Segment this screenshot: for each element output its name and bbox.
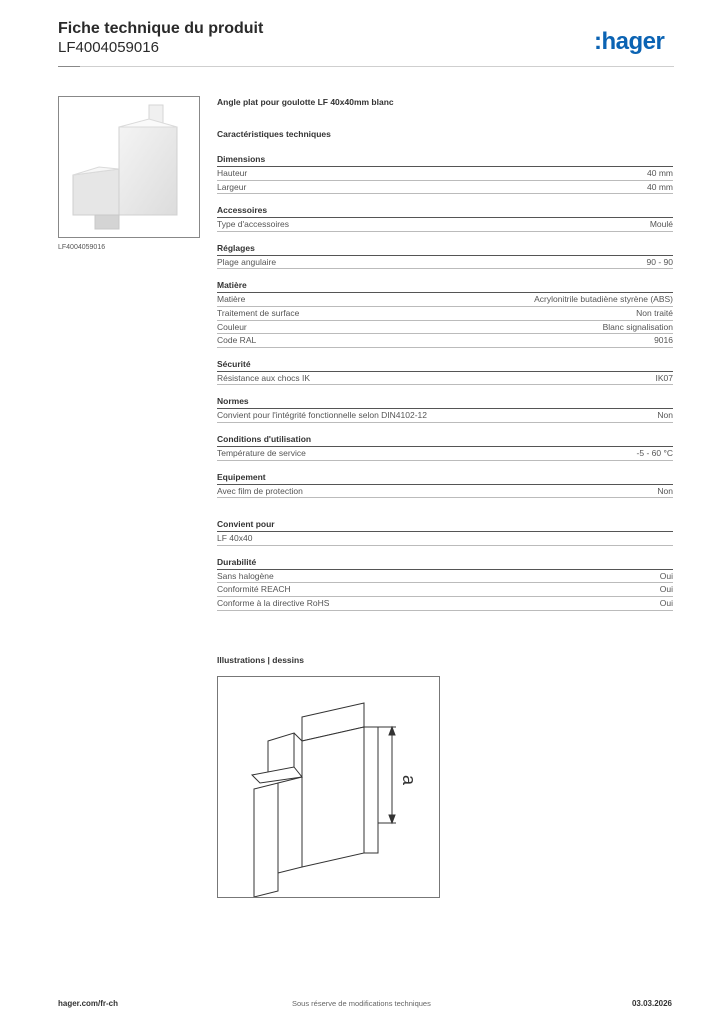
spec-row <box>217 485 673 499</box>
spec-section <box>217 434 673 461</box>
photo-caption: LF4004059016 <box>58 244 106 251</box>
spec-value: 40 mm <box>647 181 673 192</box>
spec-section <box>217 359 673 386</box>
spec-row <box>217 167 673 181</box>
spec-value: IK07 <box>655 372 673 383</box>
spec-label: LF 40x40 <box>217 533 253 544</box>
section-title: Conditions d'utilisation <box>217 434 673 447</box>
spec-row <box>217 372 673 386</box>
technical-drawing-svg <box>218 677 439 897</box>
spec-value: Moulé <box>649 219 673 230</box>
header-divider-accent <box>58 66 80 67</box>
spec-row <box>217 293 673 307</box>
spec-section <box>217 280 673 347</box>
spec-section <box>217 557 673 611</box>
spec-value: Oui <box>659 597 673 608</box>
product-photo-image <box>59 97 199 237</box>
spec-value: -5 - 60 °C <box>636 447 673 458</box>
spec-label: Matière <box>217 294 246 305</box>
section-title: Réglages <box>217 243 673 256</box>
spec-label: Type d'accessoires <box>217 219 290 230</box>
spec-row <box>217 597 673 611</box>
spec-row <box>217 334 673 348</box>
footer-disclaimer: Sous réserve de modifications techniques <box>292 999 431 1008</box>
section-title: Matière <box>217 280 673 293</box>
dimension-label: a <box>399 775 419 786</box>
spec-row <box>217 218 673 232</box>
spec-row <box>217 181 673 195</box>
spec-section <box>217 243 673 270</box>
spec-value: Acrylonitrile butadiène styrène (ABS) <box>534 294 673 305</box>
section-title: Durabilité <box>217 557 673 570</box>
section-title: Equipement <box>217 472 673 485</box>
spec-value: Oui <box>659 570 673 581</box>
spec-label: Sans halogène <box>217 570 274 581</box>
spec-value: 40 mm <box>647 168 673 178</box>
spec-label: Conforme à la directive RoHS <box>217 597 330 608</box>
section-title: Convient pour <box>217 519 673 532</box>
product-photo <box>58 96 200 238</box>
spec-row <box>217 570 673 584</box>
logo-text: hager <box>601 28 665 55</box>
spec-value: Non <box>657 485 673 496</box>
spec-label: Convient pour l'intégrité fonctionnelle selon DIN4102-12 <box>217 410 428 421</box>
spec-row <box>217 583 673 597</box>
spec-row <box>217 307 673 321</box>
section-title: Accessoires <box>217 205 673 218</box>
specifications <box>217 96 673 611</box>
spec-label: Plage angulaire <box>217 256 277 267</box>
technical-drawing <box>217 676 440 898</box>
spec-label: Avec film de protection <box>217 485 303 496</box>
spec-label: Hauteur <box>217 168 248 178</box>
spec-section <box>217 519 673 546</box>
spec-label: Température de service <box>217 447 306 458</box>
product-title: Angle plat pour goulotte LF 40x40mm blanc <box>217 97 394 107</box>
spec-section <box>217 396 673 423</box>
spec-label: Largeur <box>217 181 247 192</box>
spec-label: Résistance aux chocs IK <box>217 372 311 383</box>
spec-row <box>217 447 673 461</box>
spec-value: Non <box>657 410 673 421</box>
spec-section <box>217 154 673 194</box>
characteristics-title: Caractéristiques techniques <box>217 129 331 139</box>
spec-row <box>217 256 673 270</box>
spec-section <box>217 472 673 499</box>
footer-date: 03.03.2026 <box>631 999 672 1008</box>
illustrations-title: Illustrations | dessins <box>217 655 304 665</box>
spec-label: Traitement de surface <box>217 307 300 318</box>
spec-value: 90 - 90 <box>646 256 673 267</box>
spec-label: Code RAL <box>217 335 257 346</box>
page-title: Fiche technique du produit <box>58 20 264 37</box>
product-code: LF4004059016 <box>58 39 159 56</box>
spec-row <box>217 532 673 546</box>
spec-label: Conformité REACH <box>217 584 291 595</box>
spec-value: Oui <box>659 584 673 595</box>
header-divider <box>58 66 674 67</box>
spec-section <box>217 205 673 232</box>
spec-row <box>217 321 673 335</box>
spec-sections <box>217 154 673 611</box>
spec-value: Blanc signalisation <box>602 321 673 332</box>
spec-value: Non traité <box>636 307 673 318</box>
spec-value: 9016 <box>654 335 673 346</box>
footer-website[interactable]: hager.com/fr-ch <box>58 999 119 1008</box>
spec-row <box>217 409 673 423</box>
hager-logo: :hager <box>594 28 665 55</box>
section-title: Sécurité <box>217 359 673 372</box>
section-title: Normes <box>217 396 673 409</box>
spec-label: Couleur <box>217 321 247 332</box>
section-title: Dimensions <box>217 154 673 167</box>
